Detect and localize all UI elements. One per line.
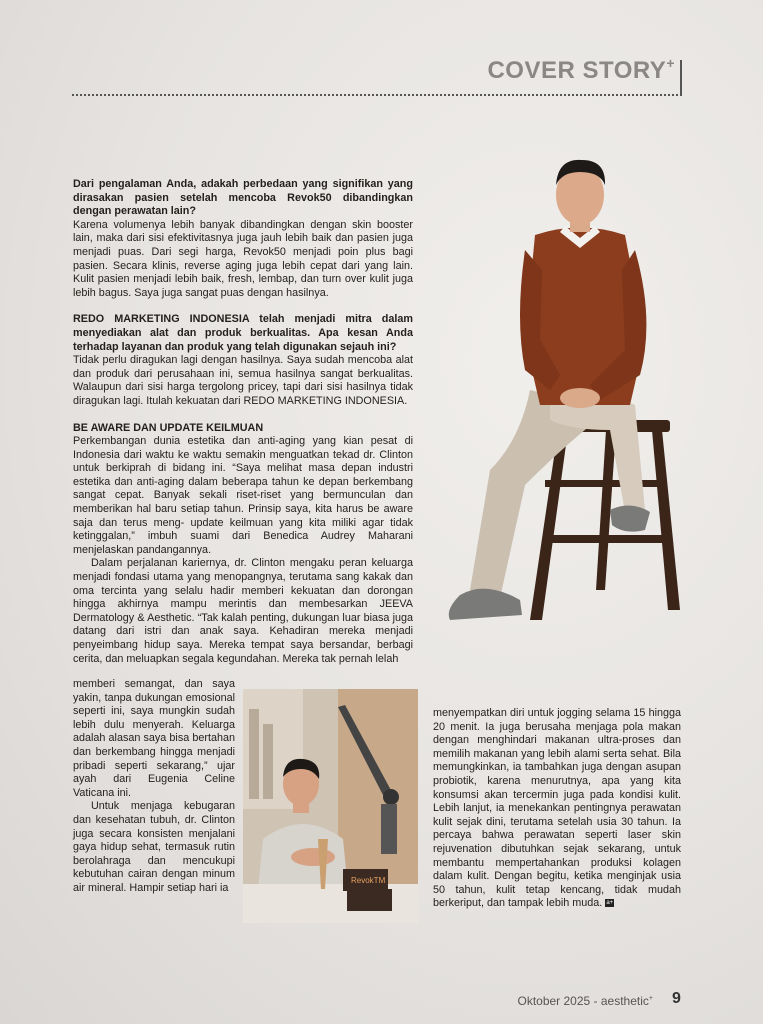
- paragraph-1: Perkembangan dunia estetika dan anti-aging yang kian pesat di Indonesia dari waktu ke waktu semakin menguatkan tekad dr. Clinton untuk berkiprah di bidang ini. “Saya melihat masa depan industri estetika dan anti-aging dalam beberapa tahun ke depan berkembang sangat cepat. Banyak sekali riset-riset yang bermunculan dan memberikan hal baru setiap tahun. Prinsip saya, kita harus be aware saja dan terus meng- update keilmuan yang kita miliki agar tidak ketinggalan,” imbuh suami dari Benedica Audrey Maharani menjelaskan pandangannya.: [73, 435, 413, 556]
- article-body-narrow: [73, 678, 235, 896]
- subheading: BE AWARE DAN UPDATE KEILMUAN: [73, 421, 264, 434]
- clinic-photo-illustration: [243, 689, 418, 923]
- article-body-top: [73, 178, 413, 666]
- end-mark-icon: a+: [606, 900, 614, 907]
- section-title: COVER STORY+: [487, 55, 675, 84]
- paragraph-3: Untuk menjaga kebugaran dan kesehatan tubuh, dr. Clinton juga secara konsisten menjalani gaya hidup sehat, termasuk rutin berolahraga dan mencukupi kebutuhan cairan dengan minum air mineral. Hampir setiap hari ia: [73, 800, 235, 894]
- question-2: REDO MARKETING INDONESIA telah menjadi mitra dalam menyediakan alat dan produk berkualitas. Apa kesan Anda terhadap layanan dan produk yang telah digunakan sejauh ini?: [73, 313, 413, 353]
- answer-2: Tidak perlu diragukan lagi dengan hasilnya. Saya sudah mencoba alat dan produk dari perusahaan ini, semua hasilnya sangat berkualitas. Walaupun dari sisi harga tergolong pricey, tapi dari sisi hasilnya tidak diragukan lagi. Itulah kekuatan dari REDO MARKETING INDONESIA.: [73, 354, 413, 407]
- paragraph-2: Dalam perjalanan kariernya, dr. Clinton mengaku peran keluarga menjadi fondasi utama yang menopangnya, terutama sang kakak dan oma tercinta yang selalu hadir memberi kekuatan dan dorongan hingga akhirnya mampu merintis dan membesarkan JEEVA Dermatology & Aesthetic. “Tak kalah penting, dukungan luar biasa juga datang dari istri dan anak saya. Kehadiran mereka menjadi penyeimbang hidup saya. Mereka tempat saya bersandar, berbagi cerita, dan meluapkan segala kegundahan. Mereka tak pernah lelah: [73, 557, 413, 665]
- footer-issue: Oktober 2025 - aesthetic+: [517, 994, 653, 1008]
- header-divider: [72, 94, 682, 96]
- product-box-label: RevokTM: [351, 876, 386, 885]
- answer-1: Karena volumenya lebih banyak dibandingkan dengan skin booster lain, maka dari sisi efektivitasnya juga jauh lebih baik dan pasien juga menjadi puas. Dari segi harga, Revok50 menjadi poin plus bagi pasien. Secara klinis, reverse aging juga lebih cepat dari yang lain. Kulit pasien menjadi lebih baik, fresh, lembap, dan turn over kulit juga lebih bagus. Saya juga sangat puas dengan hasilnya.: [73, 218, 413, 299]
- cover-person-photo: [430, 140, 680, 680]
- clinic-photo: [243, 689, 418, 923]
- article-body-right: [433, 707, 681, 911]
- paragraph-2-cont: memberi semangat, dan saya yakin, tanpa dukungan emosional seperti ini, saya mungkin sudah lebih dulu menyerah. Keluarga adalah alasan saya bisa bertahan dan berkembang hingga menjadi pribadi seperti sekarang,” ujar ayah dari Eugenia Celine Vaticana ini.: [73, 678, 235, 799]
- question-1: Dari pengalaman Anda, adakah perbedaan yang signifikan yang dirasakan pasien setelah mencoba Revok50 dibandingkan dengan perawatan lain?: [73, 178, 413, 218]
- paragraph-4: menyempatkan diri untuk jogging selama 15 hingga 20 menit. Ia juga berusaha menjaga pola makan dengan menghindari makanan ultra-proses dan memilih makanan yang lebih alami serta sehat. Bila memungkinkan, ia tambahkan juga dengan asupan probiotik, karena menurutnya, apa yang kita konsumsi akan tercermin juga pada kondisi kulit. Lebih lanjut, ia menekankan pentingnya perawatan kulit sejak dini, terutama setelah usia 30 tahun. Ia percaya bahwa perawatan seperti laser skin rejuvenation dibutuhkan sejak sekarang, untuk membantu mempertahankan produksi kolagen dalam kulit. Dengan begitu, ketika menginjak usia 50 tahun, kulit tetap kencang, tidak mudah berkeriput, dan tampak lebih muda. a+: [433, 707, 681, 910]
- page-number: 9: [672, 990, 681, 1007]
- header-bar: [680, 60, 682, 94]
